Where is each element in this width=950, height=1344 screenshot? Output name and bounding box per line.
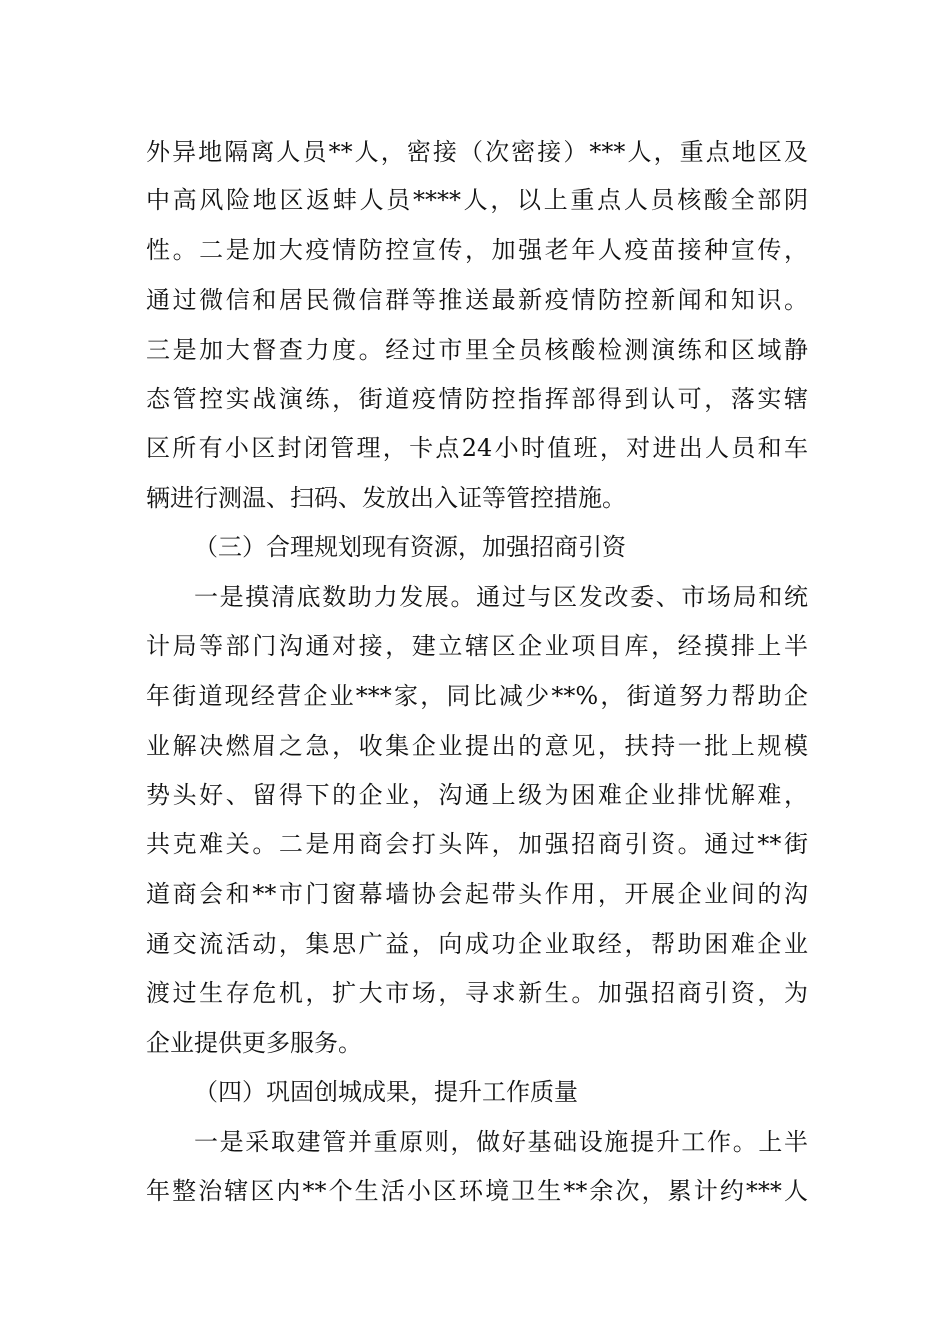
text-line: 一是采取建管并重原则，做好基础设施提升工作。上半 — [194, 1128, 808, 1156]
text-line: 区所有小区封闭管理，卡点24小时值班，对进出人员和车 — [146, 434, 808, 462]
text-line: 道商会和**市门窗幕墙协会起带头作用，开展企业间的沟 — [146, 880, 808, 908]
text-line: 辆进行测温、扫码、发放出入证等管控措施。 — [146, 484, 626, 512]
text-line: 三是加大督查力度。经过市里全员核酸检测演练和区域静 — [146, 336, 808, 364]
text-line: 计局等部门沟通对接，建立辖区企业项目库，经摸排上半 — [146, 632, 808, 660]
text-line: 外异地隔离人员**人，密接（次密接）***人，重点地区及 — [146, 138, 808, 166]
text-line: 年街道现经营企业***家，同比减少**%，街道努力帮助企 — [146, 682, 808, 710]
text-line: 业解决燃眉之急，收集企业提出的意见，扶持一批上规模 — [146, 732, 808, 760]
text-line: 企业提供更多服务。 — [146, 1029, 362, 1057]
section-heading: （四）巩固创城成果，提升工作质量 — [194, 1078, 578, 1106]
text-line: 通过微信和居民微信群等推送最新疫情防控新闻和知识。 — [146, 286, 808, 314]
text-line: 渡过生存危机，扩大市场，寻求新生。加强招商引资，为 — [146, 979, 808, 1007]
text-line: 势头好、留得下的企业，沟通上级为困难企业排忧解难， — [146, 781, 808, 809]
text-line: 态管控实战演练，街道疫情防控指挥部得到认可，落实辖 — [146, 385, 808, 413]
text-line: 通交流活动，集思广益，向成功企业取经，帮助困难企业 — [146, 930, 808, 958]
text-line: 中高风险地区返蚌人员****人，以上重点人员核酸全部阴 — [146, 186, 808, 214]
section-heading: （三）合理规划现有资源，加强招商引资 — [194, 533, 626, 561]
text-line: 共克难关。二是用商会打头阵，加强招商引资。通过**街 — [146, 830, 808, 858]
text-line: 一是摸清底数助力发展。通过与区发改委、市场局和统 — [194, 583, 808, 611]
text-line: 年整治辖区内**个生活小区环境卫生**余次，累计约***人 — [146, 1177, 808, 1205]
text-line: 性。二是加大疫情防控宣传，加强老年人疫苗接种宣传， — [146, 236, 808, 264]
